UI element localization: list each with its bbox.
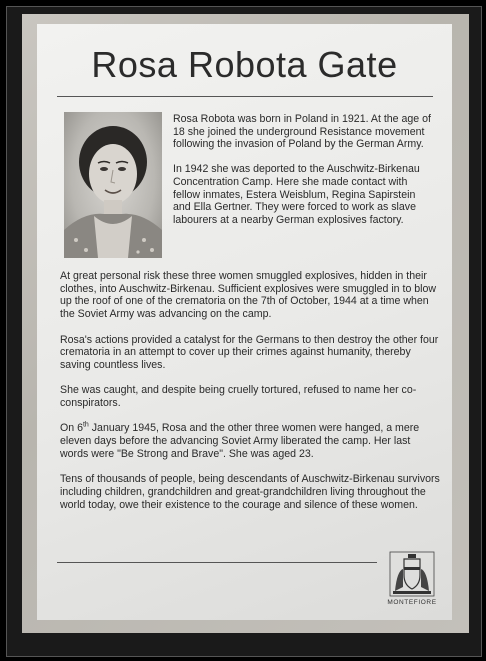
montefiore-crest-logo [389,551,435,597]
divider-bottom [57,562,377,563]
paragraph: She was caught, and despite being cruelly tortured, refused to name her co-conspirators. [60,384,417,409]
memorial-plaque [37,24,452,620]
crest-label: MONTEFIORE [387,599,437,606]
portrait-photo [64,112,162,258]
plaque-title: Rosa Robota Gate [91,44,398,85]
paragraph: Rosa's actions provided a catalyst for the Germans to then destroy the other four crematoria in an attempt to cover up their crimes against humanity, thereby saving countless lives. [60,333,439,371]
body-text [60,270,440,524]
paragraph [60,422,440,460]
paragraph: At great personal risk these three women smuggled explosives, hidden in their clothes, into Auschwitz-Birkenau. Sufficient explosives were smuggled in to blow up the roof of one of the crematoria on the 7th of October, 1944 at a time when the Soviet Army was advancing on the camp. [60,270,437,321]
date-day: On 6 [60,422,83,435]
ordinal-suffix: th [82,421,89,429]
divider-top [57,96,433,97]
paragraph: In 1942 she was deported to the Auschwitz-Birkenau Concentration Camp. Here she made contact with fellow inmates, Estera Weisblum, Regina Sapirstein and Ella Gertner. They were forced to work as slave labourers at a nearby German explosives factory. [173,163,420,226]
paragraph-rest: January 1945, Rosa and the other three women were hanged, a mere eleven days before the advancing Soviet Army liberated the camp. Her last words were "Be Strong and Brave". She was aged 23. [60,422,420,460]
paragraph: Tens of thousands of people, being descendants of Auschwitz-Birkenau survivors including children, grandchildren and great-grandchildren living throughout the world today, owe their existence to the courage and silence of these women. [60,473,440,511]
paragraph: Rosa Robota was born in Poland in 1921. At the age of 18 she joined the underground Resistance movement following the invasion of Poland by the German Army. [173,113,431,151]
intro-text [173,113,435,239]
